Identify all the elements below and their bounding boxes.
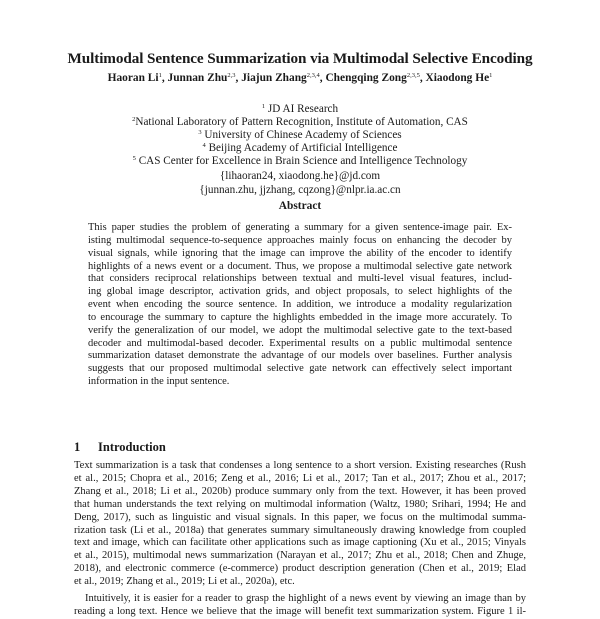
affiliation: $^4$ Beijing Academy of Artificial Intelligence (202, 142, 398, 154)
body-line: et al., 2019; Zhang et al., 2019; Li et al., 2020a), etc. (74, 576, 295, 588)
author-name: Xiaodong He (425, 72, 490, 84)
section-title: Introduction (98, 440, 166, 454)
affiliation: $^5$ CAS Center for Excellence in Brain Science and Intelligence Technology (132, 155, 468, 167)
author-affil-mark: 2,3 (227, 72, 236, 79)
author-list: Haoran Li$^1$, Junnan Zhu$^{2,3}$, Jiajun Zhang$^{2,3,4}$, Chengqing Zong$^{2,3,5}$, Xiaodong He$^1$ (107, 72, 493, 84)
body-line: text and image, which can facilitate other applications such as image captioning (Xu et al., 2015; Vinyals (74, 537, 526, 549)
affiliation: $^2$National Laboratory of Pattern Recognition, Institute of Automation, CAS (132, 116, 468, 128)
body-line: 2018), and electronic commerce (e-commerce) product description generation (Chen et al., 2019; Elad (74, 563, 526, 575)
body-line: rization task (Li et al., 2018a) that generates summary simultaneously drawing knowledge from coupled (74, 524, 526, 536)
abstract-heading: Abstract (278, 200, 322, 212)
author-affil-mark: 2,3,4 (306, 72, 320, 79)
introduction-body (74, 460, 526, 619)
email-line: {junnan.zhu, jjzhang, cqzong}@nlpr.ia.ac.cn (199, 184, 401, 196)
body-line: reading a long text. Hence we believe that the image will benefit text summarization system. Figure 1 il- (74, 605, 526, 617)
section-number: 1 (74, 440, 81, 454)
abstract-line: information in the input sentence. (88, 376, 230, 388)
section-heading (74, 440, 166, 455)
abstract-line: This paper studies the problem of generating a summary for a given sentence-image pair. Ex- (88, 222, 512, 233)
affiliation: $^3$ University of Chinese Academy of Sciences (198, 129, 402, 141)
email-line: {lihaoran24, xiaodong.he}@jd.com (219, 170, 381, 182)
abstract-line: isting multimodal sequence-to-sequence approaches mainly focus on enhancing the decoder by (88, 234, 512, 246)
author-affil-mark: 2,3,5 (406, 72, 420, 79)
abstract-line: suggests that our proposed multimodal selective gate network can effectively select important (88, 363, 512, 375)
abstract-body (88, 222, 512, 389)
abstract-line: verify the generalization of our model, we adopt the multimodal selective gate to the text-based (88, 324, 512, 336)
body-line: Intuitively, it is easier for a reader to grasp the highlight of a news event by viewing an image than by (85, 593, 526, 605)
author-name: Jiajun Zhang (241, 72, 307, 84)
paper-title: Multimodal Sentence Summarization via Multimodal Selective Encoding (67, 50, 533, 67)
abstract-line: visual signals, while ignoring that the image can improve the ability of the encoder to identify (88, 247, 512, 259)
abstract-line: ing global image descriptor, activation grids, and object proposals, to select highlights of the (88, 286, 512, 298)
body-line: that human understands the text relying on multimodal information (Waltz, 1980; Srihari, 1994; He and (74, 498, 526, 510)
abstract-line: summarization dataset demonstrate the advantage of our models over baselines. Further analysis (88, 350, 512, 362)
body-line: Zhang et al., 2018; Li et al., 2020b) produce summary only from the text. However, it has been proved (74, 485, 526, 497)
body-line: Deng, 2017), such as linguistic and visual signals. In this paper, we focus on the multimodal summa- (74, 511, 526, 523)
abstract-line: that considers reciprocal relationships between textual and multi-level visual features, includ- (88, 273, 512, 285)
body-line: et al., 2015), multimodal news summarization (Narayan et al., 2017; Zhu et al., 2018; Chen and Zhuge, (74, 550, 526, 562)
abstract-line: to encourage the summary to capture the highlights embedded in the image more accurately. To (88, 311, 512, 323)
author-name: Chengqing Zong (325, 72, 407, 84)
body-line: et al., 2015; Chopra et al., 2016; Zeng et al., 2016; Li et al., 2017; Tan et al., 2017; Zhou et al., 2017; (74, 472, 526, 484)
abstract-line: decoder and multimodal-based decoder. Experimental results on a public multimodal sentence (88, 337, 512, 349)
abstract-line: event when encoding the source sentence. In addition, we introduce a modality regularization (88, 299, 512, 311)
abstract-line: highlights of a news event or a document. Thus, we propose a multimodal selective gate network (88, 260, 512, 272)
affiliation: $^1$ JD AI Research (261, 103, 339, 115)
author-affil-mark: 1 (489, 72, 493, 79)
body-line: Text summarization is a task that condenses a long sentence to a short version. Existing researches (Rush (74, 460, 526, 471)
author-name: Haoran Li (107, 72, 159, 84)
author-name: Junnan Zhu (167, 72, 228, 84)
author-affil-mark: 1 (158, 72, 162, 79)
